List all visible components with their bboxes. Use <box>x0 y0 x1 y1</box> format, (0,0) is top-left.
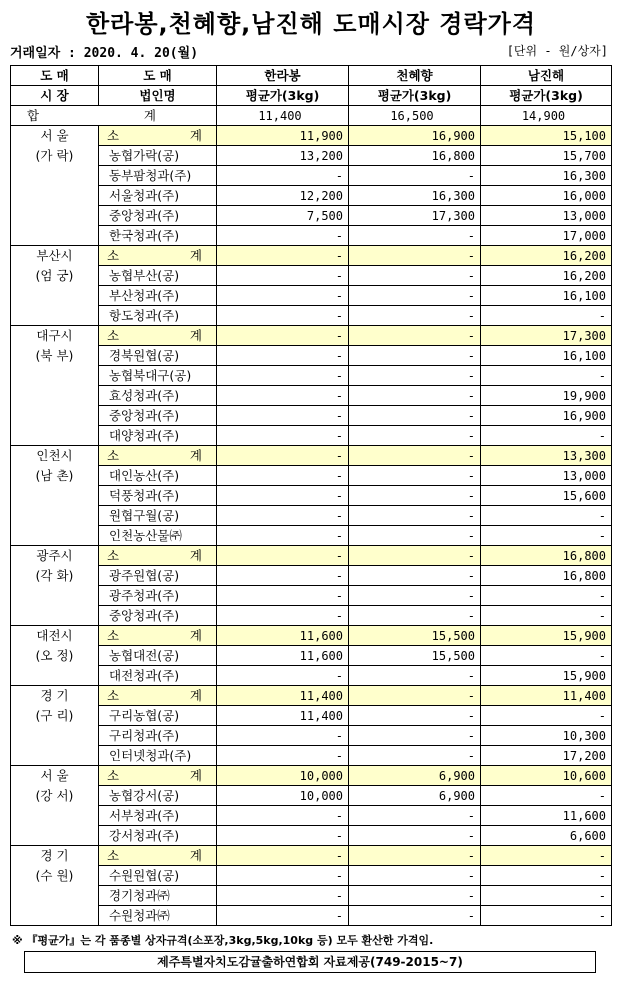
subtotal-value: 13,300 <box>481 446 612 466</box>
corp-name: 수원청과㈜ <box>99 906 217 926</box>
subtotal-value: 15,900 <box>481 626 612 646</box>
price-value: - <box>217 306 349 326</box>
price-value: - <box>349 666 481 686</box>
subtotal-value: 15,500 <box>349 626 481 646</box>
subtotal-value: - <box>217 246 349 266</box>
table-row <box>11 206 612 226</box>
market-name-line: (가 락) <box>35 148 74 163</box>
price-value: - <box>349 426 481 446</box>
price-value: 10,000 <box>217 786 349 806</box>
market-name <box>11 326 99 446</box>
subtotal-value: 11,400 <box>481 686 612 706</box>
subtotal-value: 11,900 <box>217 126 349 146</box>
price-value: - <box>349 506 481 526</box>
table-row <box>11 386 612 406</box>
price-value: 16,100 <box>481 286 612 306</box>
subtotal-value: - <box>349 846 481 866</box>
price-value: 17,300 <box>349 206 481 226</box>
subtotal-row <box>11 626 612 646</box>
market-name-line: (북 부) <box>35 348 74 363</box>
market-name <box>11 246 99 326</box>
subtotal-row <box>11 446 612 466</box>
price-value: - <box>349 366 481 386</box>
price-value: - <box>217 506 349 526</box>
table-row <box>11 606 612 626</box>
table-row <box>11 726 612 746</box>
subtotal-row <box>11 246 612 266</box>
table-row <box>11 786 612 806</box>
market-name-line: 대구시 <box>36 328 73 343</box>
market-name-line: 부산시 <box>36 248 73 263</box>
corp-name: 구리청과(주) <box>99 726 217 746</box>
market-name <box>11 626 99 686</box>
price-value: 16,800 <box>349 146 481 166</box>
subtotal-label: 소 계 <box>99 546 217 566</box>
corp-name: 중앙청과(주) <box>99 406 217 426</box>
total-row <box>11 106 612 126</box>
price-value: - <box>481 906 612 926</box>
subtotal-row <box>11 766 612 786</box>
price-value: - <box>349 226 481 246</box>
subtotal-value: 6,900 <box>349 766 481 786</box>
market-name-line: 서 울 <box>40 128 69 143</box>
price-value: - <box>349 466 481 486</box>
corp-name: 수원원협(공) <box>99 866 217 886</box>
price-value: 15,500 <box>349 646 481 666</box>
subtotal-value: 16,900 <box>349 126 481 146</box>
table-row <box>11 706 612 726</box>
corp-name: 경기청과㈜ <box>99 886 217 906</box>
price-value: - <box>481 786 612 806</box>
header-market-2: 시 장 <box>11 86 99 106</box>
corp-name: 경북원협(공) <box>99 346 217 366</box>
corp-name: 인터넷청과(주) <box>99 746 217 766</box>
price-value: 13,000 <box>481 466 612 486</box>
table-row <box>11 486 612 506</box>
table-row <box>11 226 612 246</box>
price-value: - <box>217 166 349 186</box>
price-value: - <box>481 606 612 626</box>
table-row <box>11 806 612 826</box>
subtotal-label: 소 계 <box>99 626 217 646</box>
table-row <box>11 586 612 606</box>
subtotal-label: 소 계 <box>99 846 217 866</box>
subtotal-value: - <box>217 846 349 866</box>
corp-name: 광주원협(공) <box>99 566 217 586</box>
corp-name: 광주청과(주) <box>99 586 217 606</box>
subtotal-value: 11,600 <box>217 626 349 646</box>
market-name-line: 인천시 <box>36 448 73 463</box>
price-value: 17,200 <box>481 746 612 766</box>
corp-name: 동부팜청과(주) <box>99 166 217 186</box>
price-value: - <box>349 706 481 726</box>
price-value: 12,200 <box>217 186 349 206</box>
price-value: 16,100 <box>481 346 612 366</box>
corp-name: 인천농산물㈜ <box>99 526 217 546</box>
subtotal-value: - <box>349 546 481 566</box>
price-value: 16,900 <box>481 406 612 426</box>
corp-name: 대양청과(주) <box>99 426 217 446</box>
price-value: - <box>217 486 349 506</box>
trade-date: 거래일자 : 2020. 4. 20(월) <box>10 46 199 61</box>
subtotal-value: - <box>217 546 349 566</box>
market-name-line: 경 기 <box>40 848 69 863</box>
subtotal-value: - <box>349 686 481 706</box>
price-value: 15,700 <box>481 146 612 166</box>
price-value: - <box>349 266 481 286</box>
price-value: - <box>481 706 612 726</box>
price-value: 16,800 <box>481 566 612 586</box>
price-value: 7,500 <box>217 206 349 226</box>
price-value: - <box>349 526 481 546</box>
price-value: - <box>349 166 481 186</box>
subtotal-row <box>11 326 612 346</box>
price-value: - <box>217 746 349 766</box>
subtotal-value: 16,200 <box>481 246 612 266</box>
market-name-line: 서 울 <box>40 768 69 783</box>
market-name-line: (각 화) <box>35 568 74 583</box>
price-value: 19,900 <box>481 386 612 406</box>
table-row <box>11 426 612 446</box>
header-market: 도 매 <box>11 66 99 86</box>
market-name-line: (수 원) <box>35 868 74 883</box>
market-name-line: 경 기 <box>40 688 69 703</box>
price-value: 6,900 <box>349 786 481 806</box>
market-name <box>11 446 99 546</box>
table-row <box>11 406 612 426</box>
price-value: - <box>481 506 612 526</box>
price-value: - <box>349 906 481 926</box>
price-value: 11,600 <box>481 806 612 826</box>
market-name <box>11 766 99 846</box>
table-row <box>11 146 612 166</box>
price-value: 13,200 <box>217 146 349 166</box>
header-corp: 도 매 <box>99 66 217 86</box>
header-corp-2: 법인명 <box>99 86 217 106</box>
price-value: - <box>217 566 349 586</box>
header-price-3: 평균가(3kg) <box>481 86 612 106</box>
price-value: 6,600 <box>481 826 612 846</box>
corp-name: 농협대전(공) <box>99 646 217 666</box>
subtotal-value: - <box>349 326 481 346</box>
price-value: 16,200 <box>481 266 612 286</box>
price-value: 17,000 <box>481 226 612 246</box>
table-row <box>11 346 612 366</box>
subtotal-value: 11,400 <box>217 686 349 706</box>
price-value: - <box>481 586 612 606</box>
subtotal-value: 15,100 <box>481 126 612 146</box>
market-name <box>11 846 99 926</box>
price-value: - <box>349 726 481 746</box>
price-value: - <box>481 526 612 546</box>
corp-name: 농협가락(공) <box>99 146 217 166</box>
market-name-line: (강 서) <box>35 788 74 803</box>
price-value: - <box>481 426 612 446</box>
price-value: - <box>481 646 612 666</box>
market-name-line: 광주시 <box>36 548 73 563</box>
price-value: - <box>481 366 612 386</box>
subtotal-value: - <box>217 446 349 466</box>
header-price-2: 평균가(3kg) <box>349 86 481 106</box>
subtotal-value: 16,800 <box>481 546 612 566</box>
subtotal-value: 17,300 <box>481 326 612 346</box>
table-row <box>11 366 612 386</box>
header-price-1: 평균가(3kg) <box>217 86 349 106</box>
price-value: - <box>217 606 349 626</box>
price-value: - <box>217 906 349 926</box>
price-value: - <box>349 746 481 766</box>
corp-name: 대전청과(주) <box>99 666 217 686</box>
price-value: - <box>217 726 349 746</box>
subtotal-label: 소 계 <box>99 126 217 146</box>
price-value: 16,300 <box>349 186 481 206</box>
corp-name: 농협부산(공) <box>99 266 217 286</box>
header-product-3: 남진해 <box>481 66 612 86</box>
header-product-2: 천혜향 <box>349 66 481 86</box>
table-row <box>11 866 612 886</box>
price-value: - <box>217 426 349 446</box>
footnote: ※ 『평균가』는 각 품종별 상자규격(소포장,3kg,5kg,10kg 등) 모두 환산한 가격임. <box>12 934 434 947</box>
table-row <box>11 186 612 206</box>
table-row <box>11 306 612 326</box>
subtotal-value: - <box>349 246 481 266</box>
price-value: - <box>217 386 349 406</box>
table-row <box>11 666 612 686</box>
price-value: - <box>217 266 349 286</box>
price-value: - <box>217 286 349 306</box>
table-row <box>11 466 612 486</box>
price-value: - <box>349 286 481 306</box>
table-row <box>11 746 612 766</box>
market-name <box>11 126 99 246</box>
corp-name: 중앙청과(주) <box>99 206 217 226</box>
table-row <box>11 266 612 286</box>
unit-label: [단위 - 원/상자] <box>506 44 608 58</box>
price-value: 11,400 <box>217 706 349 726</box>
subtotal-row <box>11 846 612 866</box>
table-row <box>11 826 612 846</box>
table-row <box>11 526 612 546</box>
price-value: 15,600 <box>481 486 612 506</box>
price-value: - <box>349 606 481 626</box>
corp-name: 대인농산(주) <box>99 466 217 486</box>
total-value-2: 16,500 <box>349 106 481 126</box>
subtotal-value: - <box>349 446 481 466</box>
price-value: - <box>349 866 481 886</box>
price-value: - <box>349 486 481 506</box>
total-value-3: 14,900 <box>481 106 612 126</box>
market-name-line: (오 정) <box>35 648 74 663</box>
price-value: - <box>481 306 612 326</box>
subtotal-row <box>11 126 612 146</box>
header-product-1: 한라봉 <box>217 66 349 86</box>
price-value: - <box>349 586 481 606</box>
price-value: - <box>349 346 481 366</box>
table-row <box>11 886 612 906</box>
corp-name: 서부청과(주) <box>99 806 217 826</box>
price-value: - <box>349 306 481 326</box>
price-value: 16,300 <box>481 166 612 186</box>
market-name-line: (엄 궁) <box>35 268 74 283</box>
price-value: - <box>217 586 349 606</box>
market-name-line: 대전시 <box>36 628 73 643</box>
price-value: - <box>217 866 349 886</box>
table-row <box>11 646 612 666</box>
subtotal-label: 소 계 <box>99 686 217 706</box>
market-name-line: (남 촌) <box>35 468 74 483</box>
total-value-1: 11,400 <box>217 106 349 126</box>
table-row <box>11 566 612 586</box>
corp-name: 덕풍청과(주) <box>99 486 217 506</box>
subtotal-label: 소 계 <box>99 446 217 466</box>
price-value: - <box>217 466 349 486</box>
price-value: 15,900 <box>481 666 612 686</box>
subtotal-row <box>11 546 612 566</box>
subtotal-label: 소 계 <box>99 326 217 346</box>
price-value: 13,000 <box>481 206 612 226</box>
corp-name: 효성청과(주) <box>99 386 217 406</box>
market-name <box>11 546 99 626</box>
subtotal-value: - <box>481 846 612 866</box>
price-value: 11,600 <box>217 646 349 666</box>
source-box: 제주특별자치도감귤출하연합회 자료제공(749-2015~7) <box>24 951 596 973</box>
price-value: - <box>217 806 349 826</box>
price-value: - <box>349 886 481 906</box>
page-title: 한라봉,천혜향,남진해 도매시장 경락가격 <box>85 10 537 38</box>
corp-name: 농협북대구(공) <box>99 366 217 386</box>
market-name-line: (구 리) <box>35 708 74 723</box>
price-value: - <box>349 806 481 826</box>
price-value: - <box>217 666 349 686</box>
corp-name: 한국청과(주) <box>99 226 217 246</box>
corp-name: 부산청과(주) <box>99 286 217 306</box>
price-value: - <box>217 526 349 546</box>
corp-name: 서울청과(주) <box>99 186 217 206</box>
price-value: 10,300 <box>481 726 612 746</box>
subtotal-value: - <box>217 326 349 346</box>
subtotal-label: 소 계 <box>99 766 217 786</box>
price-value: - <box>481 866 612 886</box>
price-table <box>10 65 612 926</box>
price-value: - <box>217 826 349 846</box>
price-value: - <box>481 886 612 906</box>
price-value: - <box>217 886 349 906</box>
table-row <box>11 506 612 526</box>
price-value: - <box>217 226 349 246</box>
subtotal-row <box>11 686 612 706</box>
total-label: 합 계 <box>11 106 217 126</box>
corp-name: 강서청과(주) <box>99 826 217 846</box>
corp-name: 구리농협(공) <box>99 706 217 726</box>
table-row <box>11 286 612 306</box>
subtotal-value: 10,000 <box>217 766 349 786</box>
price-value: - <box>349 386 481 406</box>
price-value: - <box>349 566 481 586</box>
price-value: - <box>349 406 481 426</box>
price-value: - <box>349 826 481 846</box>
table-row <box>11 166 612 186</box>
corp-name: 농협강서(공) <box>99 786 217 806</box>
price-value: 16,000 <box>481 186 612 206</box>
corp-name: 원협구월(공) <box>99 506 217 526</box>
table-row <box>11 906 612 926</box>
price-value: - <box>217 406 349 426</box>
market-name <box>11 686 99 766</box>
corp-name: 항도청과(주) <box>99 306 217 326</box>
corp-name: 중앙청과(주) <box>99 606 217 626</box>
subtotal-value: 10,600 <box>481 766 612 786</box>
price-value: - <box>217 346 349 366</box>
subtotal-label: 소 계 <box>99 246 217 266</box>
price-value: - <box>217 366 349 386</box>
